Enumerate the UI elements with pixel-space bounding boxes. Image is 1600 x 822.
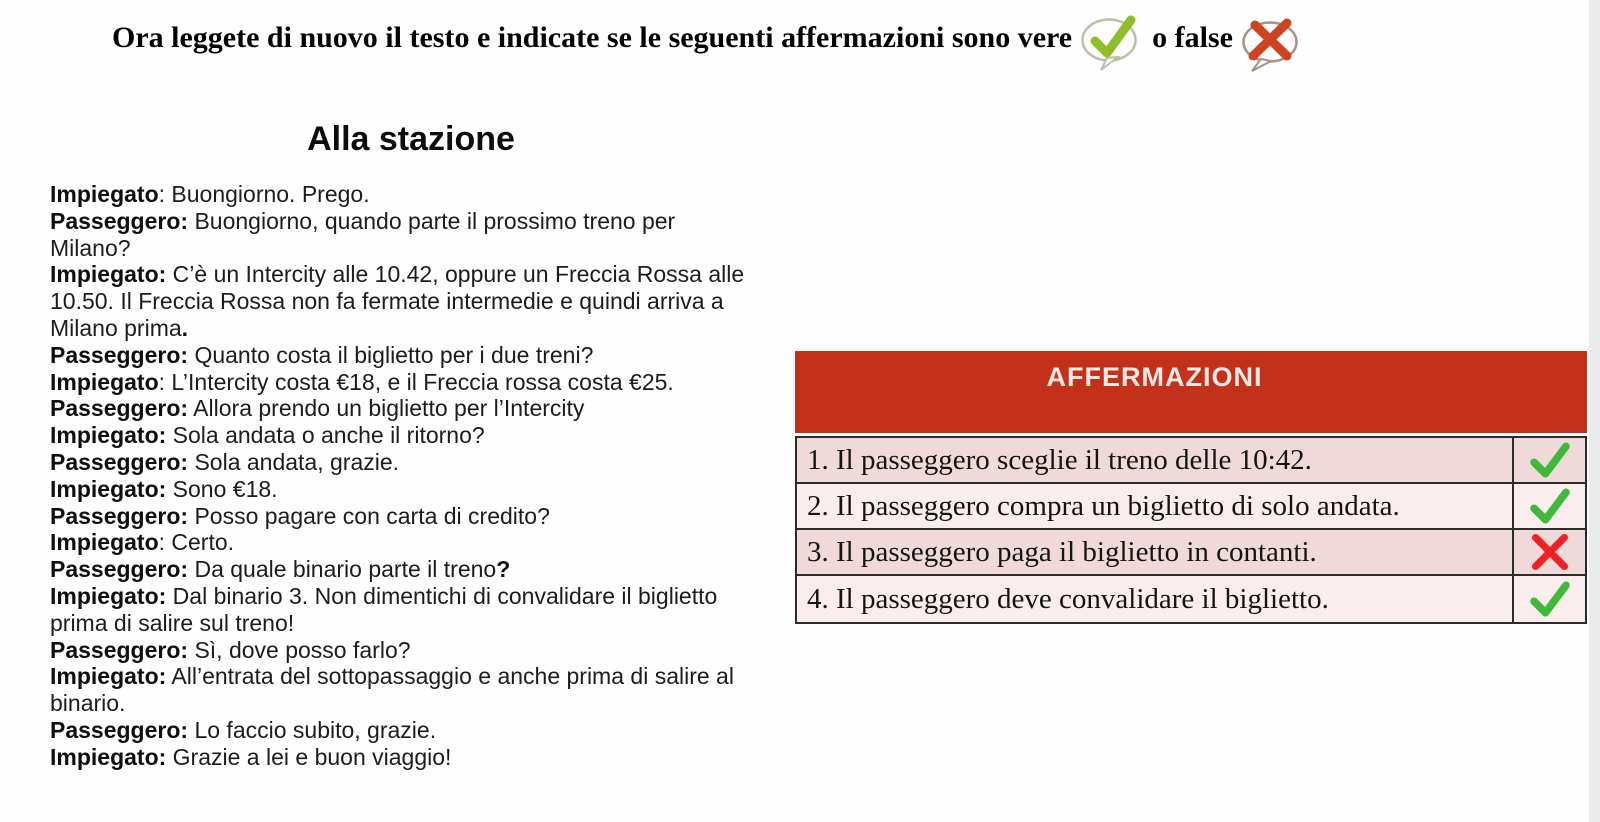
dialogue-segment: Buongiorno, quando parte il prossimo treno per Milano?: [50, 207, 676, 261]
dialogue-line: [50, 422, 756, 449]
speaker-label: Passeggero:: [50, 395, 189, 422]
dialogue-line: [50, 583, 756, 637]
speaker-label: Impiegato:: [50, 261, 167, 288]
speaker-label: Passeggero:: [50, 502, 189, 529]
instruction-or-false-text: o false: [1152, 21, 1233, 54]
statement-cell: [797, 438, 1514, 482]
dialogue-text: [50, 181, 756, 771]
dialogue-line: [50, 208, 756, 262]
statement-text: 2. Il passeggero compra un biglietto di solo andata.: [807, 489, 1400, 522]
dialogue-line: [50, 529, 756, 556]
speaker-label: Passeggero:: [50, 716, 189, 743]
speaker-label: Passeggero:: [50, 556, 189, 583]
dialogue-line: [50, 395, 756, 422]
table-header: [795, 351, 1587, 433]
dialogue-line: [50, 181, 756, 208]
dialogue-line: [50, 369, 756, 396]
statement-cell: [797, 530, 1514, 574]
dialogue-line: [50, 503, 756, 530]
statement-cell: [797, 576, 1514, 622]
speech-bubble-x-icon: [1237, 12, 1303, 72]
speaker-label: .: [181, 314, 189, 341]
dialogue-segment: Posso pagare con carta di credito?: [188, 502, 550, 529]
dialogue-segment: Da quale binario parte il treno: [188, 556, 497, 583]
dialogue-segment: Lo faccio subito, grazie.: [188, 716, 437, 743]
screen-edge-strip: [1589, 0, 1600, 822]
instruction-text: Ora leggete di nuovo il testo e indicate se le seguenti affermazioni sono vere: [112, 21, 1073, 54]
speaker-label: Passeggero:: [50, 636, 189, 663]
statement-text: 4. Il passeggero deve convalidare il biglietto.: [807, 582, 1329, 615]
dialogue-line: [50, 556, 756, 583]
dialogue-segment: : Certo.: [158, 529, 235, 556]
dialogue-segment: Sì, dove posso farlo?: [188, 636, 411, 663]
table-row: [797, 438, 1585, 484]
dialogue-line: [50, 476, 756, 503]
speaker-label: Impiegato:: [50, 475, 167, 502]
dialogue-line: [50, 342, 756, 369]
statement-text: 3. Il passeggero paga il biglietto in contanti.: [807, 535, 1317, 568]
speaker-label: ?: [496, 556, 511, 583]
dialogue-line: [50, 744, 756, 771]
answer-cell: [1514, 530, 1585, 574]
affermazioni-table: [795, 351, 1587, 624]
speaker-label: Impiegato:: [50, 743, 167, 770]
dialogue-line: [50, 663, 756, 717]
statement-text: 1. Il passeggero sceglie il treno delle 10:42.: [807, 443, 1312, 476]
instruction-line: [112, 8, 1307, 68]
check-icon: [1528, 580, 1572, 618]
speech-bubble-check-icon: [1080, 13, 1144, 71]
dialogue-segment: All’entrata del sottopassaggio e anche prima di salire al binario.: [50, 663, 734, 717]
statement-cell: [797, 484, 1514, 528]
dialogue-segment: : L’Intercity costa €18, e il Freccia rossa costa €25.: [158, 368, 674, 395]
dialogue-line: [50, 449, 756, 476]
dialogue-segment: C’è un Intercity alle 10.42, oppure un Freccia Rossa alle 10.50. Il Freccia Rossa non fa fermate intermedie e quindi arriva a Milano prima: [50, 261, 745, 341]
table-row: [797, 484, 1585, 530]
dialogue-line: [50, 261, 756, 341]
dialogue-segment: Sono €18.: [166, 475, 278, 502]
dialogue-segment: : Buongiorno. Prego.: [158, 181, 370, 207]
speaker-label: Passeggero:: [50, 207, 189, 234]
dialogue-segment: Quanto costa il biglietto per i due treni?: [188, 341, 594, 368]
dialogue-segment: Grazie a lei e buon viaggio!: [166, 743, 452, 770]
dialogue-line: [50, 717, 756, 744]
speaker-label: Impiegato:: [50, 422, 167, 449]
dialogue-title: Alla stazione: [307, 120, 515, 158]
table-row: [797, 530, 1585, 576]
answer-cell: [1514, 484, 1585, 528]
dialogue-line: [50, 637, 756, 664]
answer-cell: [1514, 576, 1585, 622]
check-icon: [1528, 441, 1572, 479]
dialogue-segment: Dal binario 3. Non dimentichi di convalidare il biglietto prima di salire sul treno!: [50, 582, 718, 636]
table-row: [797, 576, 1585, 622]
speaker-label: Impiegato:: [50, 582, 167, 609]
speaker-label: Passeggero:: [50, 341, 189, 368]
dialogue-segment: Sola andata o anche il ritorno?: [166, 422, 485, 449]
speaker-label: Passeggero:: [50, 448, 189, 475]
dialogue-segment: Sola andata, grazie.: [188, 448, 400, 475]
check-icon: [1528, 487, 1572, 525]
speaker-label: Impiegato: [50, 368, 159, 395]
speaker-label: Impiegato:: [50, 663, 167, 690]
table-header-label: AFFERMAZIONI: [1046, 362, 1263, 392]
x-icon: [1527, 532, 1573, 572]
table-body: [795, 436, 1587, 624]
dialogue-segment: Allora prendo un biglietto per l’Intercity: [188, 395, 585, 422]
answer-cell: [1514, 438, 1585, 482]
speaker-label: Impiegato: [50, 529, 159, 556]
speaker-label: Impiegato: [50, 181, 159, 207]
